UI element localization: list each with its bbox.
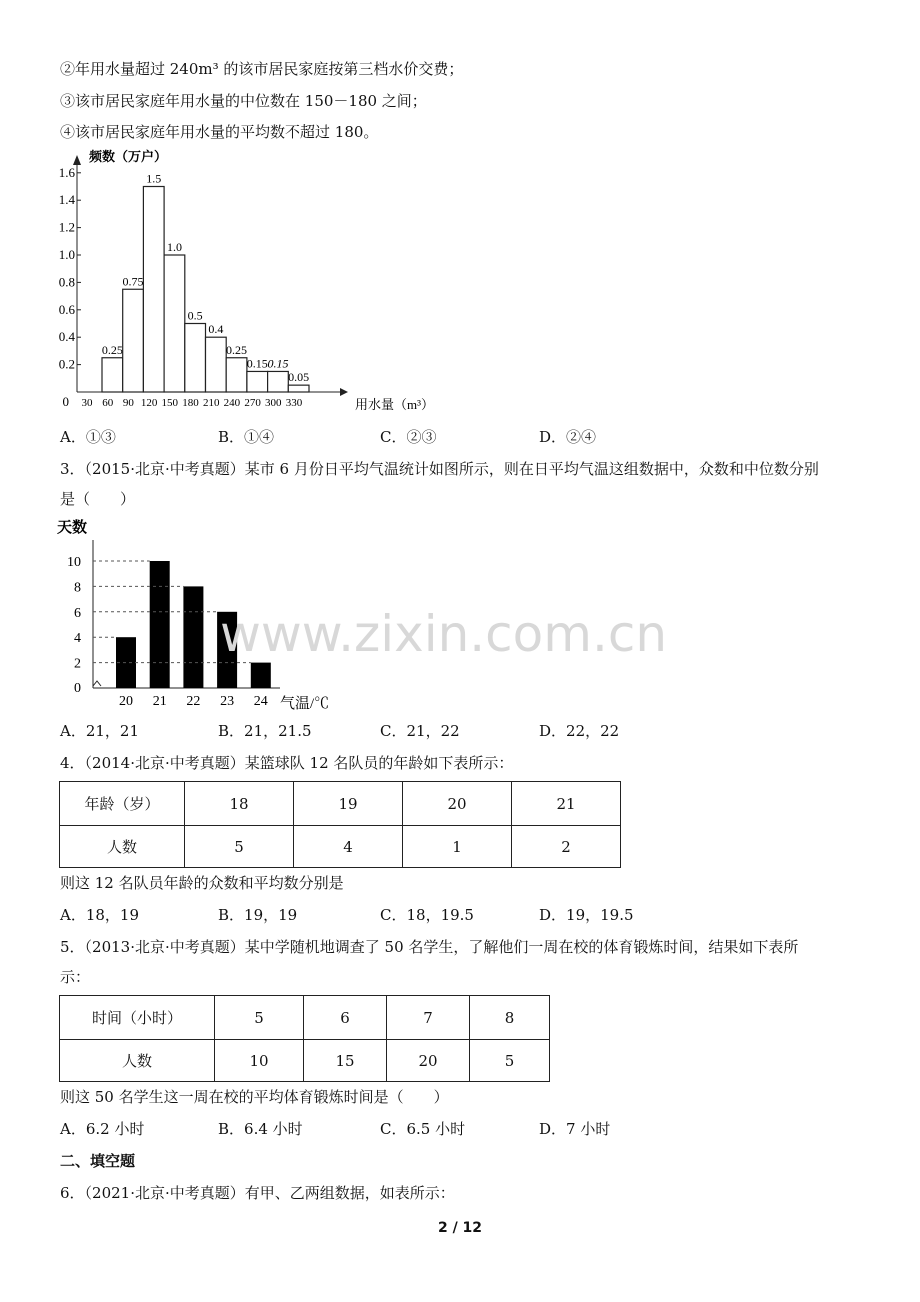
y-axis-arrow xyxy=(73,155,81,165)
bar xyxy=(183,586,203,688)
x-tick-label: 20 xyxy=(119,694,133,709)
option-c[interactable]: C．②③ xyxy=(380,428,437,446)
histogram-bar xyxy=(143,187,164,393)
x-axis-label: 气温/℃ xyxy=(280,696,330,712)
option-b[interactable]: B．①④ xyxy=(218,428,275,446)
table-cell: 18 xyxy=(185,782,294,826)
y-tick-label: 6 xyxy=(74,605,81,621)
x-tick-label: 300 xyxy=(265,397,282,409)
table-cell: 人数 xyxy=(60,1040,215,1082)
histogram-bar xyxy=(185,324,206,393)
table-row xyxy=(60,782,621,826)
age-table xyxy=(59,781,621,868)
histogram-bar xyxy=(268,371,289,392)
x-tick-label: 24 xyxy=(253,694,268,709)
option-a[interactable]: A．21，21 xyxy=(60,722,140,740)
y-axis-label: 天数 xyxy=(57,520,88,536)
histogram-bar xyxy=(123,289,144,392)
option-a[interactable]: A．18，19 xyxy=(60,906,140,924)
section-heading: 二、填空题 xyxy=(60,1152,136,1170)
table-cell: 21 xyxy=(512,782,621,826)
exercise-time-table xyxy=(59,995,550,1082)
x-tick-label: 240 xyxy=(223,397,241,409)
bar-value-label: 0.15 xyxy=(246,356,268,371)
table-row xyxy=(60,1040,550,1082)
bar xyxy=(251,663,271,688)
y-tick-label: 4 xyxy=(74,631,81,647)
table-cell: 10 xyxy=(215,1040,304,1082)
table-cell: 2 xyxy=(512,826,621,868)
option-a[interactable]: A．①③ xyxy=(60,428,116,446)
bar xyxy=(150,561,170,688)
statement-2: ②年用水量超过 240m³ 的该市居民家庭按第三档水价交费； xyxy=(60,60,464,78)
table-cell: 4 xyxy=(294,826,403,868)
table-cell: 5 xyxy=(185,826,294,868)
x-tick-label: 120 xyxy=(140,397,158,409)
question-3-text: 3．（2015·北京·中考真题）某市 6 月份日平均气温统计如图所示，则在日平均气温这组数据中，众数和中位数分别 xyxy=(60,460,819,478)
option-d[interactable]: D．②④ xyxy=(539,428,597,446)
histogram-bar xyxy=(247,371,268,392)
x-tick-label: 21 xyxy=(152,694,167,709)
question-5-text-cont: 示： xyxy=(60,968,91,986)
histogram-bar xyxy=(206,337,227,392)
statement-3: ③该市居民家庭年用水量的中位数在 150－180 之间； xyxy=(60,92,427,110)
x-tick-label: 180 xyxy=(182,397,199,409)
y-tick-label: 1.6 xyxy=(58,164,75,180)
table-cell: 人数 xyxy=(60,826,185,868)
bar-value-label: 1.0 xyxy=(166,240,182,254)
table-cell: 20 xyxy=(387,1040,470,1082)
y-tick-label: 2 xyxy=(74,656,81,672)
question-4-text: 4．（2014·北京·中考真题）某篮球队 12 名队员的年龄如下表所示： xyxy=(60,754,514,772)
option-d[interactable]: D．22，22 xyxy=(539,722,620,740)
table-cell: 6 xyxy=(304,996,387,1040)
histogram-bar xyxy=(102,358,123,392)
y-tick-label: 8 xyxy=(74,580,81,596)
histogram-bar xyxy=(226,358,247,392)
question-6-text: 6．（2021·北京·中考真题）有甲、乙两组数据，如表所示： xyxy=(60,1184,455,1202)
x-tick-label: 60 xyxy=(102,397,114,409)
water-usage-histogram xyxy=(55,145,435,420)
table-cell: 8 xyxy=(470,996,550,1040)
x-tick-label: 90 xyxy=(122,397,134,409)
bar-value-label: 0.75 xyxy=(122,274,144,289)
origin-label: 0 xyxy=(62,394,69,409)
histogram-bar xyxy=(164,255,185,392)
page-number: 2 / 12 xyxy=(437,1220,483,1236)
histogram-bar xyxy=(288,385,309,392)
x-tick-label: 210 xyxy=(202,397,220,409)
option-b[interactable]: B．19，19 xyxy=(218,906,298,924)
bar-value-label: 0.15 xyxy=(267,356,289,371)
y-tick-label: 1.2 xyxy=(58,219,75,235)
table-cell: 7 xyxy=(387,996,470,1040)
bar-value-label: 1.5 xyxy=(146,171,162,186)
y-tick-label: 10 xyxy=(67,555,81,570)
option-b[interactable]: B．6.4 小时 xyxy=(218,1120,303,1138)
statement-4: ④该市居民家庭年用水量的平均数不超过 180。 xyxy=(60,123,379,141)
table-row xyxy=(60,826,621,868)
y-tick-label: 1.4 xyxy=(58,192,75,208)
bar-value-label: 0.05 xyxy=(288,370,310,385)
table-cell: 5 xyxy=(215,996,304,1040)
y-tick-label: 0.4 xyxy=(58,329,75,345)
y-tick-label: 0.6 xyxy=(58,301,75,317)
question-5-followup: 则这 50 名学生这一周在校的平均体育锻炼时间是（ ） xyxy=(60,1088,449,1106)
table-cell: 5 xyxy=(470,1040,550,1082)
y-tick-label: 0.2 xyxy=(58,356,75,372)
x-axis-label: 用水量（m³） xyxy=(355,397,435,412)
option-d[interactable]: D．7 小时 xyxy=(539,1120,611,1138)
option-c[interactable]: C．6.5 小时 xyxy=(380,1120,466,1138)
question-5-text: 5．（2013·北京·中考真题）某中学随机地调查了 50 名学生，了解他们一周在校的体育锻炼时间，结果如下表所 xyxy=(60,938,799,956)
bar-value-label: 0.4 xyxy=(208,322,224,337)
table-cell: 15 xyxy=(304,1040,387,1082)
x-axis-arrow xyxy=(340,388,348,396)
axis-break xyxy=(93,681,101,686)
table-cell: 时间（小时） xyxy=(60,996,215,1040)
option-b[interactable]: B．21，21.5 xyxy=(218,722,312,740)
x-tick-label: 150 xyxy=(161,397,179,409)
option-c[interactable]: C．18，19.5 xyxy=(380,906,474,924)
table-row xyxy=(60,996,550,1040)
origin-label: 0 xyxy=(74,681,81,696)
table-cell: 19 xyxy=(294,782,403,826)
watermark: www.zixin.com.cn xyxy=(220,605,668,663)
bar-value-label: 0.25 xyxy=(101,342,123,357)
option-a[interactable]: A．6.2 小时 xyxy=(60,1120,145,1138)
option-d[interactable]: D．19，19.5 xyxy=(539,906,634,924)
question-3-text-cont: 是（ ） xyxy=(60,490,136,508)
x-tick-label: 23 xyxy=(220,694,235,709)
x-tick-label: 30 xyxy=(81,397,93,409)
y-tick-label: 0.8 xyxy=(58,274,75,290)
table-cell: 1 xyxy=(403,826,512,868)
x-tick-label: 270 xyxy=(244,397,261,409)
x-tick-label: 22 xyxy=(186,694,201,709)
bar-value-label: 0.5 xyxy=(187,308,203,323)
table-cell: 20 xyxy=(403,782,512,826)
table-cell: 年龄（岁） xyxy=(60,782,185,826)
question-4-followup: 则这 12 名队员年龄的众数和平均数分别是 xyxy=(60,874,344,892)
y-axis-label: 频数（万户） xyxy=(89,149,168,164)
y-tick-label: 1.0 xyxy=(58,247,75,262)
option-c[interactable]: C．21，22 xyxy=(380,722,460,740)
x-tick-label: 330 xyxy=(285,397,303,409)
bar-value-label: 0.25 xyxy=(226,342,248,357)
